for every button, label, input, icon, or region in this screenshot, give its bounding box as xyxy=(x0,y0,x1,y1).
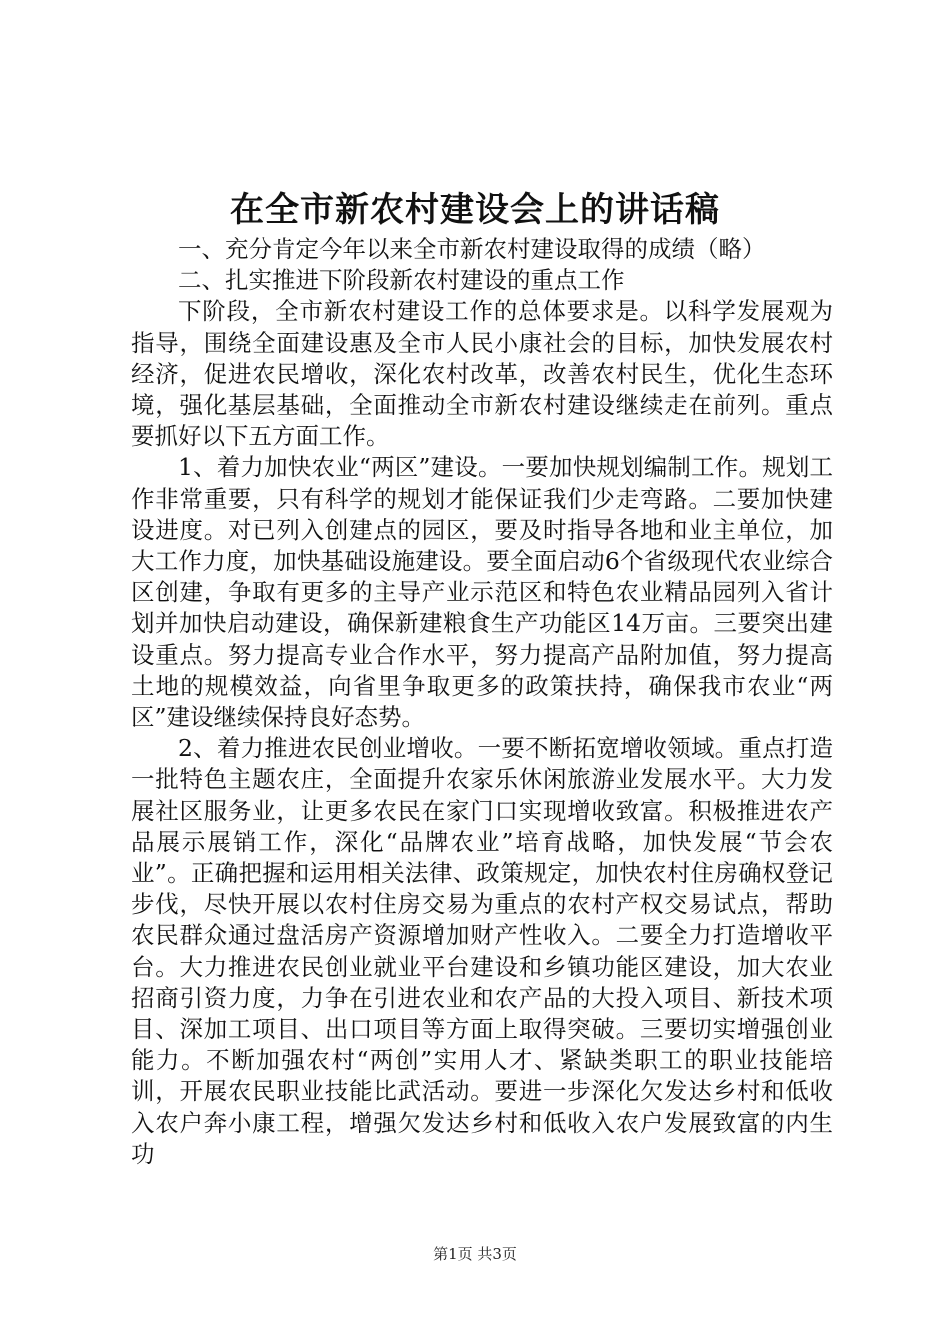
section-heading-2: 二、扎实推进下阶段新农村建设的重点工作 xyxy=(178,266,625,295)
body-paragraph: 1、着力加快农业“两区”建设。一要加快规划编制工作。规划工作非常重要，只有科学的规划才能保证我们少走弯路。二要加快建设进度。对已列入创建点的园区，要及时指导各地和业主单位，加大工作力度，加快基础设施建设。要全面启动6个省级现代农业综合区创建，争取有更多的主导产业示范区和特色农业精品园列入省计划并加快启动建设，确保新建粮食生产功能区14万亩。三要突出建设重点。努力提高专业合作水平，努力提高产品附加值，努力提高土地的规模效益，向省里争取更多的政策扶持，确保我市农业“两区”建设继续保持良好态势。 xyxy=(131,453,833,732)
page-footer: 第1页 共3页 xyxy=(433,1245,517,1263)
document-body xyxy=(131,234,833,1170)
section-heading-1: 一、充分肯定今年以来全市新农村建设取得的成绩（略） xyxy=(178,235,766,263)
document-title: 在全市新农村建设会上的讲话稿 xyxy=(230,190,720,230)
body-paragraph: 2、着力推进农民创业增收。一要不断拓宽增收领域。重点打造一批特色主题农庄，全面提升农家乐休闲旅游业发展水平。大力发展社区服务业，让更多农民在家门口实现增收致富。积极推进农产品展示展销工作，深化“品牌农业”培育战略，加快发展“节会农业”。正确把握和运用相关法律、政策规定，加快农村住房确权登记步伐，尽快开展以农村住房交易为重点的农村产权交易试点，帮助农民群众通过盘活房产资源增加财产性收入。二要全力打造增收平台。大力推进农民创业就业平台建设和乡镇功能区建设，加大农业招商引资力度，力争在引进农业和农产品的大投入项目、新技术项目、深加工项目、出口项目等方面上取得突破。三要切实增强创业能力。不断加强农村“两创”实用人才、紧缺类职工的职业技能培训，开展农民职业技能比武活动。要进一步深化欠发达乡村和低收入农户奔小康工程，增强欠发达乡村和低收入农户发展致富的内生功 xyxy=(131,734,833,1168)
body-paragraph: 下阶段，全市新农村建设工作的总体要求是。以科学发展观为指导，围绕全面建设惠及全市人民小康社会的目标，加快发展农村经济，促进农民增收，深化农村改革，改善农村民生，优化生态环境，强化基层基础，全面推动全市新农村建设继续走在前列。重点要抓好以下五方面工作。 xyxy=(131,297,833,451)
